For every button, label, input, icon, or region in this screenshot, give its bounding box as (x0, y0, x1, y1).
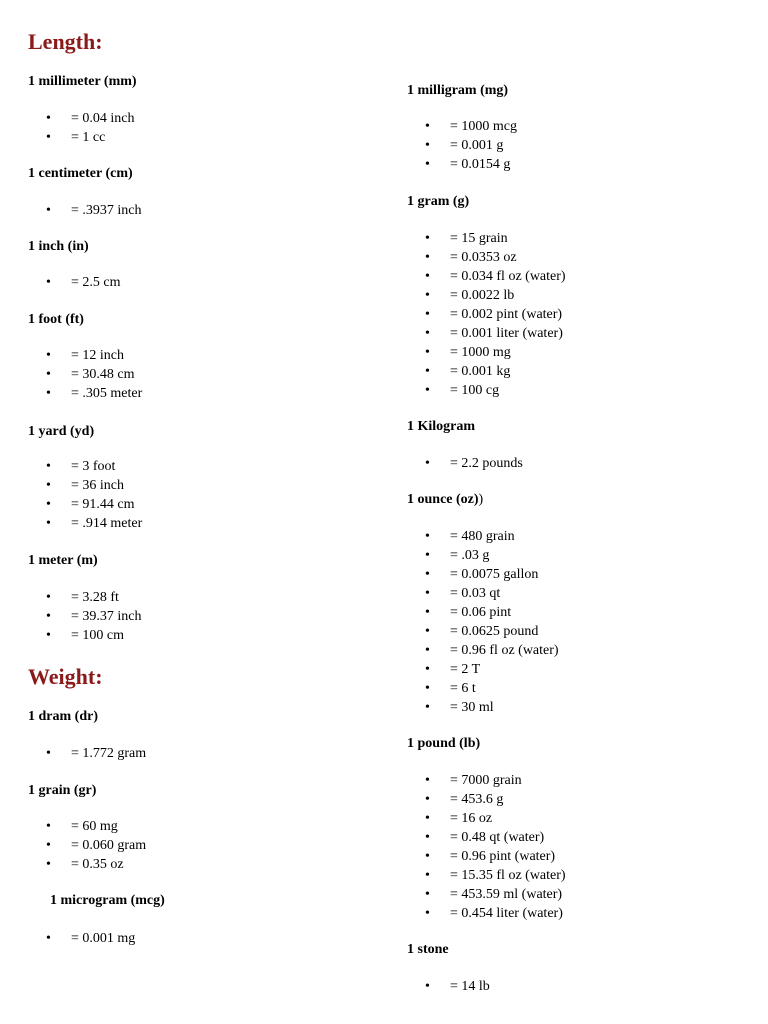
centimeter-conversions (28, 201, 142, 220)
list-item: • = 0.454 liter (water) (407, 904, 566, 923)
list-item: • = 453.6 g (407, 790, 566, 809)
list-item: • = 480 grain (407, 527, 559, 546)
inch-conversions (28, 273, 121, 292)
list-item: • = 12 inch (28, 346, 142, 365)
list-item: • = 14 lb (407, 977, 490, 996)
group-heading-kilogram: 1 Kilogram (407, 419, 476, 434)
list-item: • = .3937 inch (28, 201, 142, 220)
list-item: • = 0.96 fl oz (water) (407, 641, 559, 660)
group-heading-ounce (407, 491, 483, 509)
list-item: • = 0.0154 g (407, 155, 517, 174)
list-item: • = 0.96 pint (water) (407, 847, 566, 866)
list-item: • = 1 cc (28, 128, 135, 147)
list-item: • = 39.37 inch (28, 607, 142, 626)
list-item: • = 1000 mcg (407, 117, 517, 136)
list-item: • = 0.060 gram (28, 836, 146, 855)
list-item: • = 1000 mg (407, 343, 566, 362)
list-item: • = 0.06 pint (407, 603, 559, 622)
stone-conversions (407, 977, 490, 996)
list-item: • = .03 g (407, 546, 559, 565)
group-heading-millimeter: 1 millimeter (mm) (28, 74, 137, 89)
list-item: • = 16 oz (407, 809, 566, 828)
group-heading-inch: 1 inch (in) (28, 239, 89, 254)
group-heading-dram: 1 dram (dr) (28, 709, 98, 724)
list-item: • = 3.28 ft (28, 588, 142, 607)
list-item: • = 0.001 kg (407, 362, 566, 381)
group-heading-stone: 1 stone (407, 942, 449, 957)
group-heading-grain: 1 grain (gr) (28, 783, 97, 798)
list-item: • = 91.44 cm (28, 495, 142, 514)
list-item: • = 3 foot (28, 457, 142, 476)
list-item: • = 0.0625 pound (407, 622, 559, 641)
group-heading-centimeter: 1 centimeter (cm) (28, 166, 133, 181)
ounce-heading-tail: ) (478, 492, 484, 507)
list-item: • = 0.0353 oz (407, 248, 566, 267)
group-heading-milligram: 1 milligram (mg) (407, 83, 509, 98)
list-item: • = 30 ml (407, 698, 559, 717)
list-item: • = 2.5 cm (28, 273, 121, 292)
list-item: • = 7000 grain (407, 771, 566, 790)
list-item: • = 100 cm (28, 626, 142, 645)
meter-conversions (28, 588, 142, 645)
list-item: • = 36 inch (28, 476, 142, 495)
group-heading-pound: 1 pound (lb) (407, 736, 481, 751)
yard-conversions (28, 457, 142, 533)
group-heading-microgram: 1 microgram (mcg) (50, 893, 165, 908)
group-heading-meter: 1 meter (m) (28, 553, 98, 568)
list-item: • = 60 mg (28, 817, 146, 836)
grain-conversions (28, 817, 146, 874)
list-item: • = 15.35 fl oz (water) (407, 866, 566, 885)
list-item: • = 0.04 inch (28, 109, 135, 128)
list-item: • = 0.0022 lb (407, 286, 566, 305)
list-item: • = 0.034 fl oz (water) (407, 267, 566, 286)
list-item: • = 2.2 pounds (407, 454, 523, 473)
list-item: • = 0.001 liter (water) (407, 324, 566, 343)
dram-conversions (28, 744, 146, 763)
foot-conversions (28, 346, 142, 403)
list-item: • = 0.03 qt (407, 584, 559, 603)
microgram-conversions (28, 929, 135, 948)
kilogram-conversions (407, 454, 523, 473)
list-item: • = 0.0075 gallon (407, 565, 559, 584)
list-item: • = 0.48 qt (water) (407, 828, 566, 847)
list-item: • = 0.002 pint (water) (407, 305, 566, 324)
weight-section-title: Weight: (28, 664, 103, 689)
list-item: • = 453.59 ml (water) (407, 885, 566, 904)
list-item: • = 1.772 gram (28, 744, 146, 763)
list-item: • = .305 meter (28, 384, 142, 403)
list-item: • = 100 cg (407, 381, 566, 400)
millimeter-conversions (28, 109, 135, 147)
group-heading-gram: 1 gram (g) (407, 194, 470, 209)
list-item: • = 0.35 oz (28, 855, 146, 874)
list-item: • = 2 T (407, 660, 559, 679)
gram-conversions (407, 229, 566, 400)
milligram-conversions (407, 117, 517, 174)
list-item: • = 15 grain (407, 229, 566, 248)
list-item: • = 0.001 mg (28, 929, 135, 948)
ounce-heading-label: 1 ounce (oz) (407, 492, 479, 507)
length-section-title: Length: (28, 29, 103, 54)
pound-conversions (407, 771, 566, 923)
group-heading-foot: 1 foot (ft) (28, 312, 84, 327)
list-item: • = 0.001 g (407, 136, 517, 155)
list-item: • = 30.48 cm (28, 365, 142, 384)
group-heading-yard: 1 yard (yd) (28, 424, 95, 439)
list-item: • = 6 t (407, 679, 559, 698)
ounce-conversions (407, 527, 559, 717)
list-item: • = .914 meter (28, 514, 142, 533)
